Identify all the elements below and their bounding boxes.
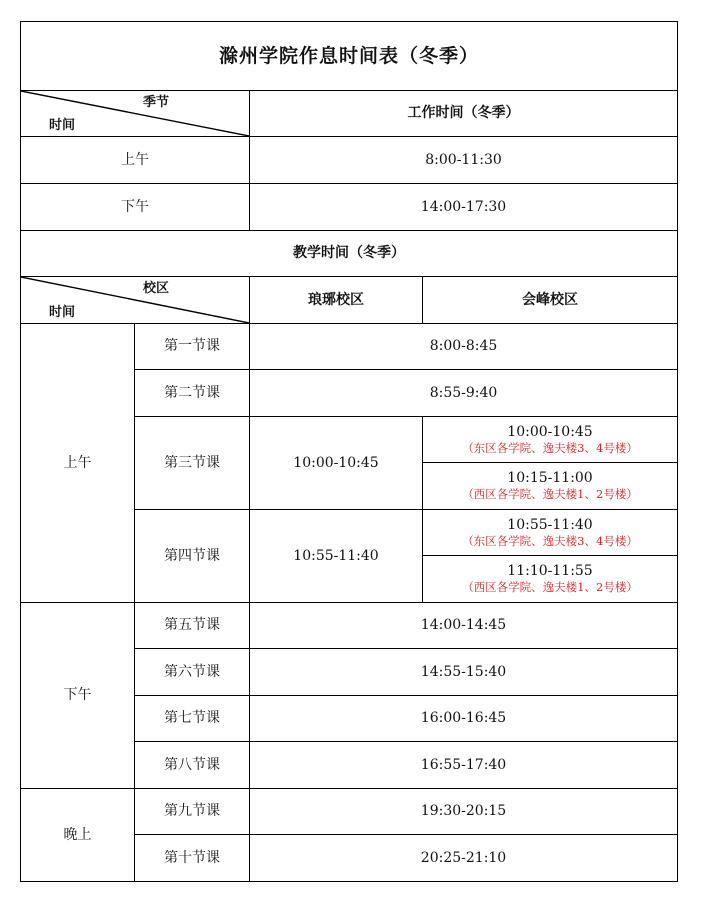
- work-time-am: 8:00-11:30: [250, 137, 678, 184]
- work-corner-cell: [21, 91, 250, 137]
- class-time-langya: 10:55-11:40: [250, 510, 423, 603]
- class-time-huifeng-east: [423, 510, 678, 556]
- period-pm: 下午: [21, 603, 135, 789]
- class-name: 第九节课: [135, 789, 250, 835]
- time-text: 10:15-11:00: [507, 470, 593, 487]
- work-period-pm: 下午: [21, 184, 250, 231]
- class-time-huifeng-east: [423, 417, 678, 463]
- corner-season-label: 季节: [142, 95, 169, 110]
- note-text: （西区各学院、逸夫楼1、2号楼）: [462, 580, 638, 594]
- corner-time-label: 时间: [49, 305, 76, 321]
- class-name: 第二节课: [135, 370, 250, 417]
- teaching-corner-cell: [21, 277, 250, 324]
- class-time: 8:55-9:40: [250, 370, 678, 417]
- note-text: （东区各学院、逸夫楼3、4号楼）: [462, 533, 638, 548]
- work-time-pm: 14:00-17:30: [250, 184, 678, 231]
- class-time: 14:00-14:45: [250, 603, 678, 649]
- class-name: 第八节课: [135, 742, 250, 789]
- class-name: 第七节课: [135, 696, 250, 742]
- class-time: 20:25-21:10: [250, 835, 678, 882]
- period-am: 上午: [21, 324, 135, 603]
- class-time: 8:00-8:45: [250, 324, 678, 370]
- note-text: （东区各学院、逸夫楼3、4号楼）: [462, 440, 638, 455]
- note-text: （西区各学院、逸夫楼1、2号楼）: [462, 487, 638, 501]
- corner-time-label: 时间: [49, 118, 76, 134]
- time-text: 10:00-10:45: [507, 423, 593, 440]
- class-name: 第五节课: [135, 603, 250, 649]
- class-time: 16:00-16:45: [250, 696, 678, 742]
- class-time: 19:30-20:15: [250, 789, 678, 835]
- time-text: 11:10-11:55: [507, 563, 593, 580]
- work-period-am: 上午: [21, 137, 250, 184]
- class-name: 第一节课: [135, 324, 250, 370]
- class-time: 16:55-17:40: [250, 742, 678, 789]
- period-evening: 晚上: [21, 789, 135, 882]
- corner-campus-label: 校区: [142, 281, 169, 296]
- class-name: 第十节课: [135, 835, 250, 882]
- work-time-header: 工作时间（冬季）: [250, 91, 678, 137]
- campus-huifeng-header: 会峰校区: [423, 277, 678, 324]
- class-name: 第六节课: [135, 649, 250, 696]
- class-time: 14:55-15:40: [250, 649, 678, 696]
- class-name: 第四节课: [135, 510, 250, 603]
- class-time-langya: 10:00-10:45: [250, 417, 423, 510]
- campus-langya-header: 琅琊校区: [250, 277, 423, 324]
- time-text: 10:55-11:40: [507, 516, 593, 533]
- class-name: 第三节课: [135, 417, 250, 510]
- class-time-huifeng-west: [423, 463, 678, 510]
- teaching-time-header: 教学时间（冬季）: [21, 231, 678, 277]
- schedule-table: [20, 21, 678, 882]
- page-title: 滁州学院作息时间表（冬季）: [21, 22, 678, 91]
- class-time-huifeng-west: [423, 556, 678, 603]
